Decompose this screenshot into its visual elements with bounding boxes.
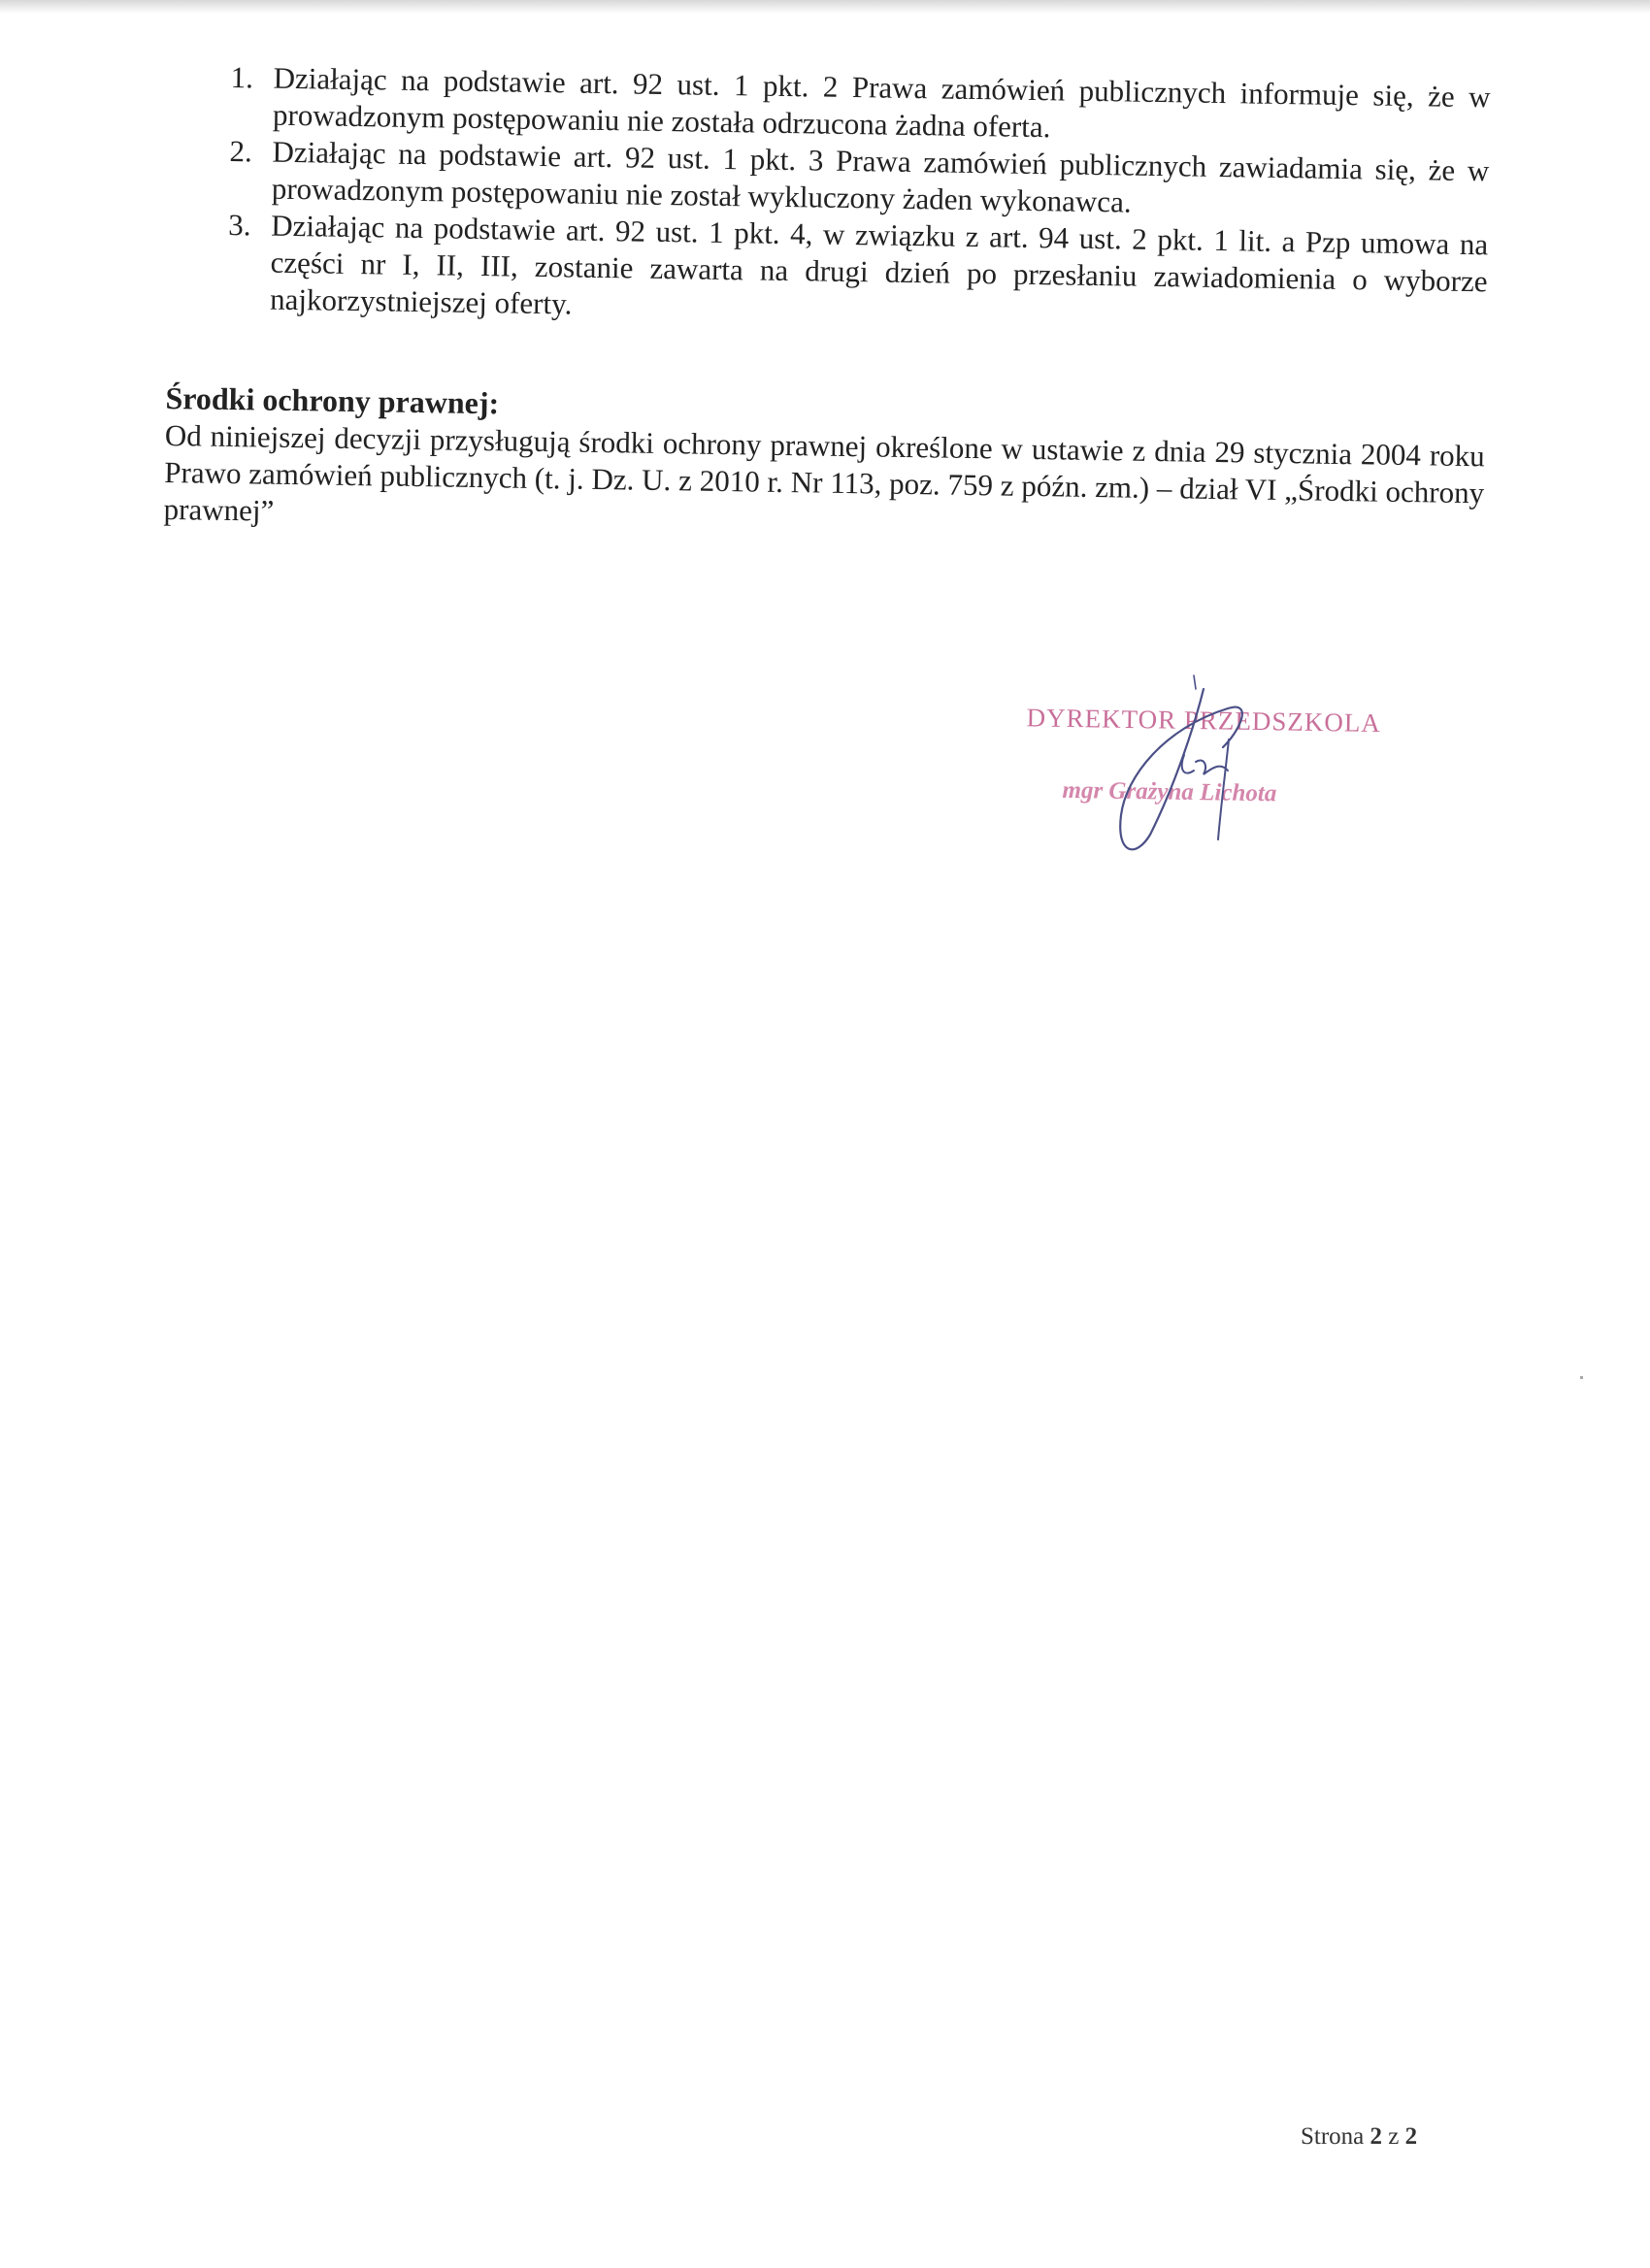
list-item-text: Działając na podstawie art. 92 ust. 1 pkt. 2 Prawa zamówień publicznych informuje się, że w prowadzonym postępowaniu nie została odrzucona żadna oferta. bbox=[272, 60, 1491, 145]
legal-remedies-section bbox=[163, 378, 1485, 548]
page-separator: z bbox=[1388, 2123, 1400, 2150]
list-item-number: 1. bbox=[230, 59, 254, 95]
list-item-text: Działając na podstawie art. 92 ust. 1 pkt. 3 Prawa zamówień publicznych zawiadamia się, że w prowadzonym postępowaniu nie został wykluczony żaden wykonawca. bbox=[271, 134, 1490, 219]
legal-remedies-text: Od niniejszej decyzji przysługują środki ochrony prawnej określone w ustawie z dnia 29 stycznia 2004 roku Prawo zamówień publicznych (t. j. Dz. U. z 2010 r. Nr 113, poz. 759 z późn. zm.) – dział VI „Środki ochrony prawnej” bbox=[163, 417, 1486, 528]
list-item-text: Działając na podstawie art. 92 ust. 1 pkt. 4, w związku z art. 94 ust. 2 pkt. 1 lit. a Pzp umowa na części nr I, II, III, zostanie zawarta na drugi dzień po przesłaniu zawiadomienia o wyborze najkorzystniejszej oferty. bbox=[269, 208, 1489, 321]
current-page: 2 bbox=[1370, 2123, 1383, 2150]
handwritten-signature bbox=[1058, 670, 1310, 864]
total-pages: 2 bbox=[1404, 2123, 1418, 2150]
stamp-title: DYREKTOR PRZEDSZKOLA bbox=[1026, 703, 1382, 739]
page-number bbox=[1301, 2123, 1417, 2151]
list-item bbox=[167, 206, 1489, 337]
document-content bbox=[163, 58, 1490, 548]
list-item-number: 3. bbox=[228, 207, 251, 243]
legal-remedies-heading: Środki ochrony prawnej: bbox=[165, 379, 500, 421]
page-label: Strona bbox=[1301, 2123, 1365, 2150]
scan-speck bbox=[1580, 1376, 1583, 1379]
stamp-name: mgr Grażyna Lichota bbox=[1062, 776, 1277, 807]
numbered-list bbox=[167, 58, 1491, 337]
list-item-number: 2. bbox=[229, 133, 253, 169]
